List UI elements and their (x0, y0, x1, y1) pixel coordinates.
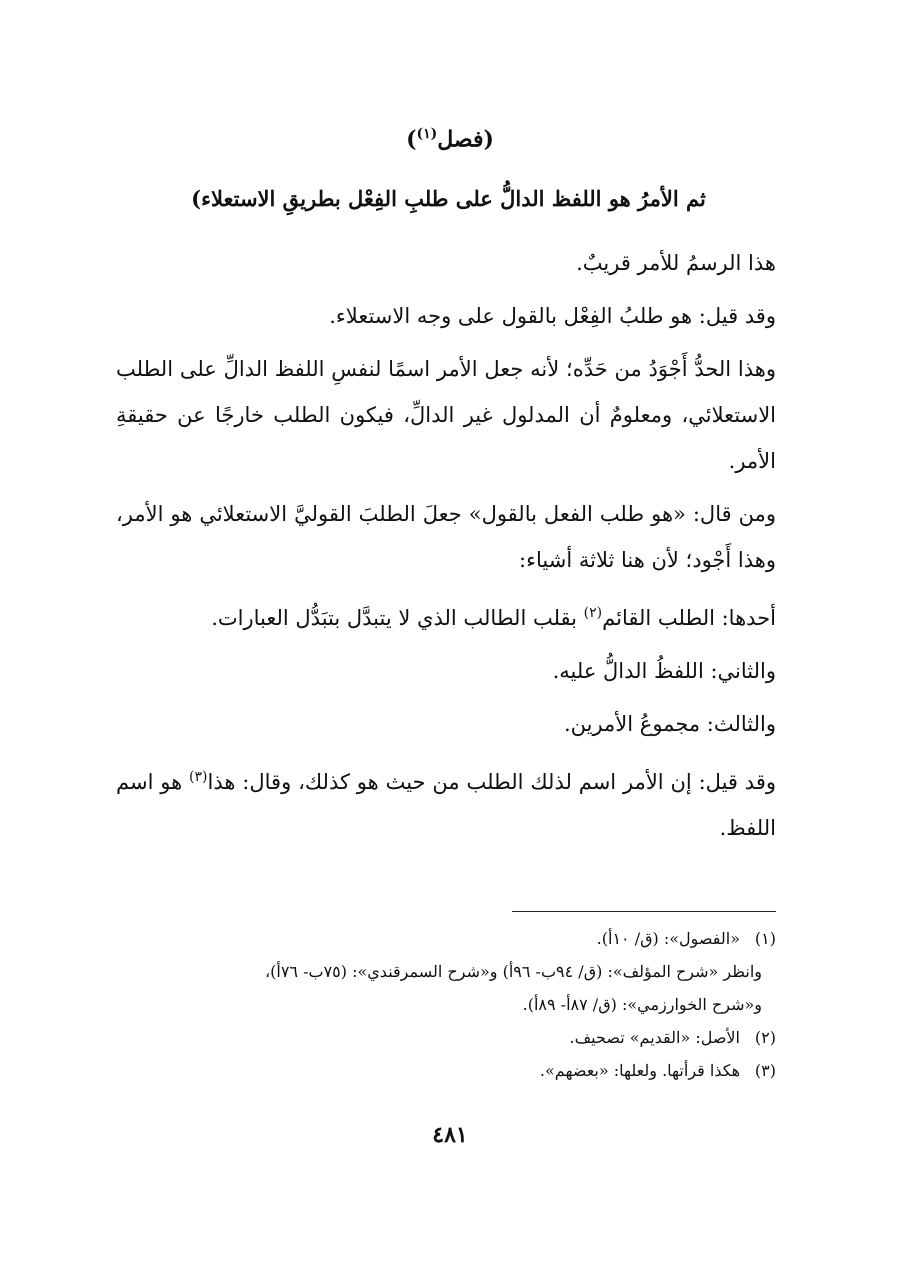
footnote-text: وانظر «شرح المؤلف»: (ق/ ٩٤ب- ٩٦أ) و«شرح السمرقندي»: (٧٥ب- ٧٦أ)، (264, 962, 762, 981)
footnote-text: «الفصول»: (ق/ ١٠أ). (596, 929, 740, 948)
paragraph: وقد قيل: هو طلبُ الفِعْل بالقول على وجه الاستعلاء. (329, 304, 776, 328)
paragraph-text: وقد قيل: إن الأمر اسم لذلك الطلب من حيث هو كذلك، وقال: هذا (207, 770, 776, 794)
paragraph: وهذا الحدُّ أَجْوَدُ من حَدِّه؛ لأنه جعل الأمر اسمًا لنفسِ اللفظ الدالِّ على الطلب الاستعلائي، ومعلومٌ أن المدلول غير الدالِّ، فيكون الطلب خارجًا عن حقيقةِ الأمر. (116, 357, 776, 473)
footnote (116, 1021, 776, 1054)
footnote-continuation (116, 955, 776, 988)
paragraph-text: هو اسم اللفظ. (116, 770, 776, 840)
section-heading-text: (فصل (437, 126, 494, 153)
paragraph: والثاني: اللفظُ الدالُّ عليه. (552, 659, 776, 683)
paragraph-text: أحدها: الطلب القائم (602, 606, 776, 630)
footnote (116, 1054, 776, 1087)
footnote-number: (٢) (754, 1028, 776, 1047)
paragraph (116, 754, 776, 851)
paragraph: ومن قال: «هو طلب الفعل بالقول» جعلَ الطلبَ القوليَّ الاستعلائي هو الأمر، وهذا أَجْود؛ لأن هنا ثلاثة أشياء: (116, 502, 776, 572)
paragraph: والثالث: مجموعُ الأمرين. (563, 712, 776, 736)
footnote-number: (٣) (754, 1061, 776, 1080)
footnote-text: و«شرح الخوارزمي»: (ق/ ٨٧أ- ٨٩أ). (522, 995, 762, 1014)
paragraph-text: بقلب الطالب الذي لا يتبدَّل بتبَدُّل العبارات. (211, 606, 584, 630)
footnote-marker-3: (٣) (189, 769, 208, 785)
footnote (116, 922, 776, 955)
body-text (116, 240, 776, 851)
section-heading (0, 126, 900, 152)
quoted-definition: ثم الأمرُ هو اللفظ الدالُّ على طلبِ الفِعْل بطريقِ الاستعلاء) (191, 186, 706, 211)
footnote-marker-2: (٢) (583, 605, 603, 621)
footnote-number: (١) (754, 929, 776, 948)
footnote-continuation (116, 988, 776, 1021)
section-heading-close: ) (406, 126, 417, 153)
footnote-text: هكذا قرأتها. ولعلها: «بعضهم». (539, 1061, 740, 1080)
paragraph (116, 590, 776, 641)
footnote-text: الأصل: «القديم» تصحيف. (569, 1028, 740, 1047)
footnote-separator (512, 911, 776, 912)
footnotes (116, 922, 776, 1087)
footnote-marker-1: (١) (416, 126, 438, 142)
page-number: ٤٨١ (432, 1122, 468, 1148)
paragraph: هذا الرسمُ للأمر قريبٌ. (576, 251, 776, 275)
